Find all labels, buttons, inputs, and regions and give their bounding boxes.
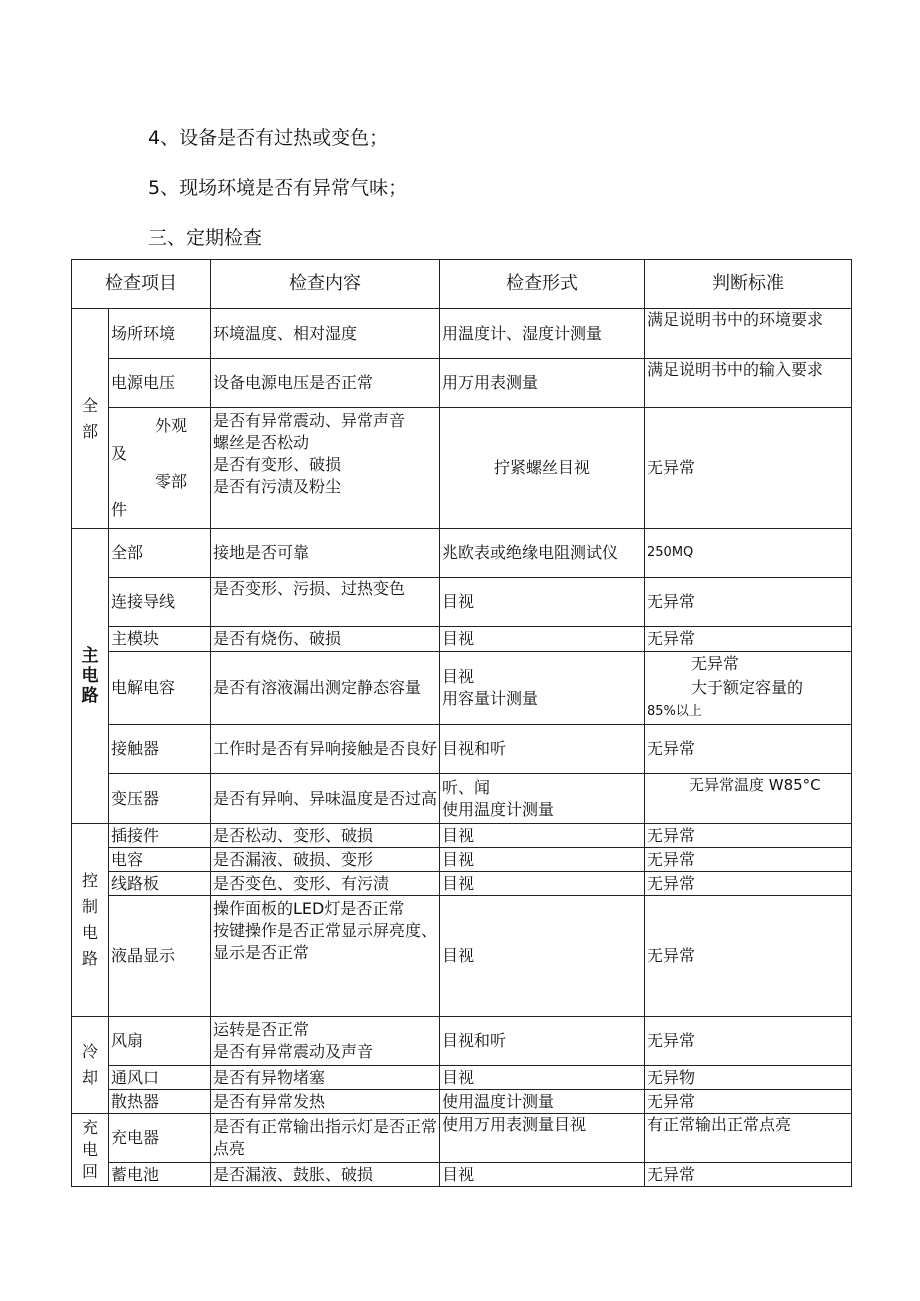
method-cell: 拧紧螺丝目视 (440, 408, 645, 529)
table-row (72, 848, 852, 872)
content-cell: 是否漏液、鼓胀、破损 (211, 1163, 440, 1187)
table-row (72, 529, 852, 578)
standard-cell: 满足说明书中的输入要求 (645, 359, 852, 408)
content-cell: 是否有异常发热 (211, 1090, 440, 1114)
item-cell: 插接件 (109, 824, 211, 848)
table-row (72, 725, 852, 774)
table-row (72, 652, 852, 725)
method-cell: 目视 (440, 848, 645, 872)
table-row (72, 774, 852, 824)
method-cell: 目视 (440, 896, 645, 1017)
table-row (72, 578, 852, 627)
standard-cell: 无异常 (645, 872, 852, 896)
item-cell: 电解电容 (109, 652, 211, 725)
content-cell: 运转是否正常 是否有异常震动及声音 (211, 1017, 440, 1066)
content-cell: 是否有异常震动、异常声音 螺丝是否松动 是否有变形、破损 是否有污渍及粉尘 (211, 408, 440, 529)
group-cooling: 冷 却 (72, 1017, 109, 1114)
method-cell: 用温度计、湿度计测量 (440, 309, 645, 359)
method-cell: 目视 (440, 872, 645, 896)
item-cell: 全部 (109, 529, 211, 578)
method-cell: 目视和听 (440, 725, 645, 774)
item-cell: 风扇 (109, 1017, 211, 1066)
method-cell: 目视 用容量计测量 (440, 652, 645, 725)
group-all: 全 部 (72, 309, 109, 529)
content-cell: 环境温度、相对湿度 (211, 309, 440, 359)
content-cell: 是否松动、变形、破损 (211, 824, 440, 848)
item-cell: 连接导线 (109, 578, 211, 627)
content-cell: 是否变形、污损、过热变色 (211, 578, 440, 627)
method-cell: 使用温度计测量 (440, 1090, 645, 1114)
table-row (72, 896, 852, 1017)
item-cell: 线路板 (109, 872, 211, 896)
header-row (72, 260, 852, 309)
standard-cell: 无异常 大于额定容量的 85%以上 (645, 652, 852, 725)
item-cell: 散热器 (109, 1090, 211, 1114)
standard-cell: 无异常 (645, 408, 852, 529)
method-cell: 目视 (440, 578, 645, 627)
content-cell: 是否变色、变形、有污渍 (211, 872, 440, 896)
table-row (72, 872, 852, 896)
content-cell: 是否漏液、破损、变形 (211, 848, 440, 872)
table-row (72, 359, 852, 408)
intro-line-5: 5、现场环境是否有异常气味； (148, 177, 408, 199)
method-cell: 目视和听 (440, 1017, 645, 1066)
item-cell: 外观 及 零部 件 (109, 408, 211, 529)
content-cell: 操作面板的LED灯是否正常 按键操作是否正常显示屏亮度、显示是否正常 (211, 896, 440, 1017)
header-item: 检查项目 (72, 260, 211, 309)
method-cell: 目视 (440, 627, 645, 652)
method-cell: 目视 (440, 1163, 645, 1187)
section-heading: 三、定期检查 (148, 227, 263, 249)
content-cell: 是否有烧伤、破损 (211, 627, 440, 652)
content-cell: 设备电源电压是否正常 (211, 359, 440, 408)
standard-cell: 无异常 (645, 578, 852, 627)
standard-cell: 无异常 (645, 627, 852, 652)
table-row (72, 408, 852, 529)
method-cell: 使用万用表测量目视 (440, 1114, 645, 1163)
group-charging: 充 电 回 (72, 1114, 109, 1187)
standard-cell: 有正常输出正常点亮 (645, 1114, 852, 1163)
group-control-circuit: 控 制 电 路 (72, 824, 109, 1017)
periodic-inspection-table (71, 259, 852, 1187)
standard-cell: 无异常 (645, 1090, 852, 1114)
standard-cell: 无异常 (645, 1017, 852, 1066)
header-standard: 判断标准 (645, 260, 852, 309)
content-cell: 是否有正常输出指示灯是否正常点亮 (211, 1114, 440, 1163)
header-content: 检查内容 (211, 260, 440, 309)
method-cell: 用万用表测量 (440, 359, 645, 408)
method-cell: 听、闻 使用温度计测量 (440, 774, 645, 824)
group-main-circuit: 主 电 路 (72, 529, 109, 824)
table-row (72, 1163, 852, 1187)
table-row (72, 627, 852, 652)
standard-cell: 满足说明书中的环境要求 (645, 309, 852, 359)
item-cell: 电源电压 (109, 359, 211, 408)
item-cell: 通风口 (109, 1066, 211, 1090)
method-cell: 目视 (440, 824, 645, 848)
content-cell: 是否有异物堵塞 (211, 1066, 440, 1090)
item-cell: 蓄电池 (109, 1163, 211, 1187)
item-cell: 变压器 (109, 774, 211, 824)
item-cell: 液晶显示 (109, 896, 211, 1017)
standard-cell: 无异常温度 W85°C (645, 774, 852, 824)
standard-cell: 无异物 (645, 1066, 852, 1090)
content-cell: 接地是否可靠 (211, 529, 440, 578)
content-cell: 是否有溶液漏出测定静态容量 (211, 652, 440, 725)
table-row (72, 1066, 852, 1090)
item-cell: 场所环境 (109, 309, 211, 359)
standard-cell: 无异常 (645, 824, 852, 848)
content-cell: 是否有异响、异味温度是否过高 (211, 774, 440, 824)
item-cell: 接触器 (109, 725, 211, 774)
standard-cell: 无异常 (645, 896, 852, 1017)
table-row (72, 309, 852, 359)
table-row (72, 1114, 852, 1163)
content-cell: 工作时是否有异响接触是否良好 (211, 725, 440, 774)
header-method: 检查形式 (440, 260, 645, 309)
standard-cell: 无异常 (645, 1163, 852, 1187)
standard-cell: 无异常 (645, 725, 852, 774)
standard-cell: 250MQ (645, 529, 852, 578)
item-cell: 电容 (109, 848, 211, 872)
table-row (72, 824, 852, 848)
standard-cell: 无异常 (645, 848, 852, 872)
table-row (72, 1090, 852, 1114)
intro-line-4: 4、设备是否有过热或变色； (148, 127, 389, 149)
method-cell: 兆欧表或绝缘电阻测试仪 (440, 529, 645, 578)
item-cell: 充电器 (109, 1114, 211, 1163)
item-cell: 主模块 (109, 627, 211, 652)
table-row (72, 1017, 852, 1066)
method-cell: 目视 (440, 1066, 645, 1090)
